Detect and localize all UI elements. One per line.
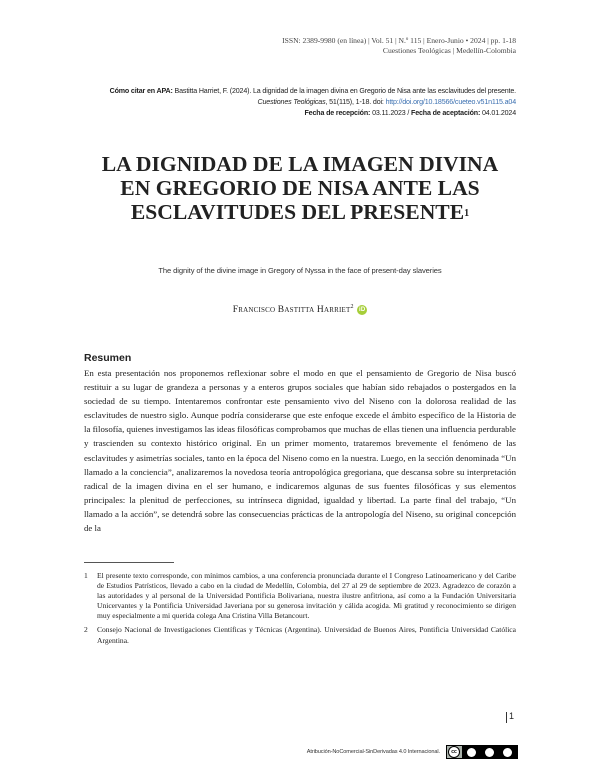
footnote-divider — [84, 562, 174, 563]
received-date: 03.11.2023 / — [370, 109, 412, 117]
author-name: Francisco Bastitta Harriet — [232, 305, 351, 316]
citation-journal: Cuestiones Teológicas — [257, 98, 326, 106]
citation-label: Cómo citar en APA: — [109, 87, 173, 95]
noderivatives-icon — [503, 748, 512, 757]
accepted-label: Fecha de aceptación: — [411, 109, 481, 117]
noncommercial-icon — [485, 748, 494, 757]
abstract-body: En esta presentación nos proponemos reflexionar sobre el modo en que el pensamiento de Gregorio de Nisa buscó restituir a su lugar de grandeza a personas y a enteros grupos sociales que habían sido rebajados o postergados en la sociedad de su tiempo. Intentaremos confrontar este pensamiento vivo del Niseno con la dolorosa realidad de las esclavitudes de nuestro siglo. Aunque podría considerarse que este enfoque excede el ámbito específico de la Historia de la filosofía, quienes investigamos las ideas filosóficas comprobamos que muchas de ellas tienen una influencia perdurable y trascienden su contexto histórico original. En un primer momento, trataremos brevemente el fenómeno de las esclavitudes y asimetrías sociales, tanto en la época del Niseno como en la nuestra. Luego, en la sección denominada “Un llamado a la conciencia”, analizaremos la novedosa teoría antropológica gregoriana, que descansa sobre su interpretación radical de la imagen divina en el ser humano, e indicaremos algunas de sus fuentes filosóficas y sus elementos principales: la plenitud de perfecciones, su intrínseca dignidad, igualdad y libertad. La parte final del trabajo, “Un llamado a la acción”, se detendrá sobre las consecuencias prácticas de la antropología del Niseno, su original concepción de la — [84, 368, 516, 534]
footnote-item — [84, 625, 516, 645]
journal-issn-line: ISSN: 2389-9980 (en línea) | Vol. 51 | N.º 115 | Enero-Junio • 2024 | pp. 1-18 — [282, 36, 516, 45]
orcid-icon[interactable]: iD — [359, 307, 366, 314]
title-line-1: LA DIGNIDAD DE LA IMAGEN DIVINA — [101, 152, 499, 176]
author-line — [150, 304, 450, 315]
citation-volume: , 51(115), 1-18. doi: — [325, 98, 386, 106]
journal-name-line: Cuestiones Teológicas | Medellín-Colombia — [382, 46, 516, 55]
page-number: 1 — [509, 711, 515, 721]
cc-license-icon[interactable] — [446, 745, 518, 759]
page-number-bar — [506, 712, 507, 723]
author-footnote-mark[interactable]: 2 — [350, 304, 354, 310]
dates-line — [76, 108, 516, 119]
title-line-2: EN GREGORIO DE NISA ANTE LAS — [120, 176, 480, 200]
license-terms-icons — [462, 746, 517, 758]
attribution-icon — [467, 748, 476, 757]
footnote-item — [84, 571, 516, 621]
footnotes-list — [84, 571, 516, 650]
cc-logo-icon: cc — [448, 746, 460, 758]
license-text: Atribución-NoComercial-SinDerivadas 4.0 Internacional. — [306, 749, 440, 755]
title-footnote-mark[interactable]: 1 — [464, 208, 470, 219]
footnote-text: Consejo Nacional de Investigaciones Científicas y Técnicas (Argentina). Universidad de Buenos Aires, Pontificia Universidad Católica Argentina. — [97, 625, 516, 645]
citation-text: Bastitta Harriet, F. (2024). La dignidad de la imagen divina en Gregorio de Nisa ante las esclavitudes del presente. — [172, 87, 516, 95]
article-title — [70, 152, 530, 224]
footnote-text: El presente texto corresponde, con mínimos cambios, a una conferencia pronunciada durante el I Congreso Latinoamericano y del Caribe de Estudios Patrísticos, llevado a cabo en la ciudad de Medellín, Colombia, del 27 al 29 de septiembre de 2023. Agradezco de corazón a las autoridades y al personal de la Universidad Pontificia Bolivariana, nuestra ilustre anfitriona, así como a la Fundación Universitaria Unicervantes y la Pontificia Universidad Javeriana por su generosa invitación y cálida acogida. Mi gratitud y reconocimiento se dirigen muy especialmente a mi querida colega Ana Cristina Villa Betancourt. — [97, 571, 516, 621]
footnote-number: 2 — [84, 625, 88, 635]
citation-line — [76, 86, 516, 97]
abstract-heading: Resumen — [84, 352, 132, 364]
english-title: The dignity of the divine image in Gregory of Nyssa in the face of present-day slaveries — [158, 266, 442, 275]
citation-block — [76, 86, 516, 119]
footnote-number: 1 — [84, 571, 88, 580]
doi-link[interactable]: http://doi.org/10.18566/cueteo.v51n115.a04 — [385, 98, 516, 106]
accepted-date: 04.01.2024 — [480, 109, 516, 117]
received-label: Fecha de recepción: — [304, 109, 371, 117]
journal-header — [282, 36, 516, 56]
citation-journal-line — [76, 97, 516, 108]
title-line-3: ESCLAVITUDES DEL PRESENTE — [130, 200, 465, 224]
